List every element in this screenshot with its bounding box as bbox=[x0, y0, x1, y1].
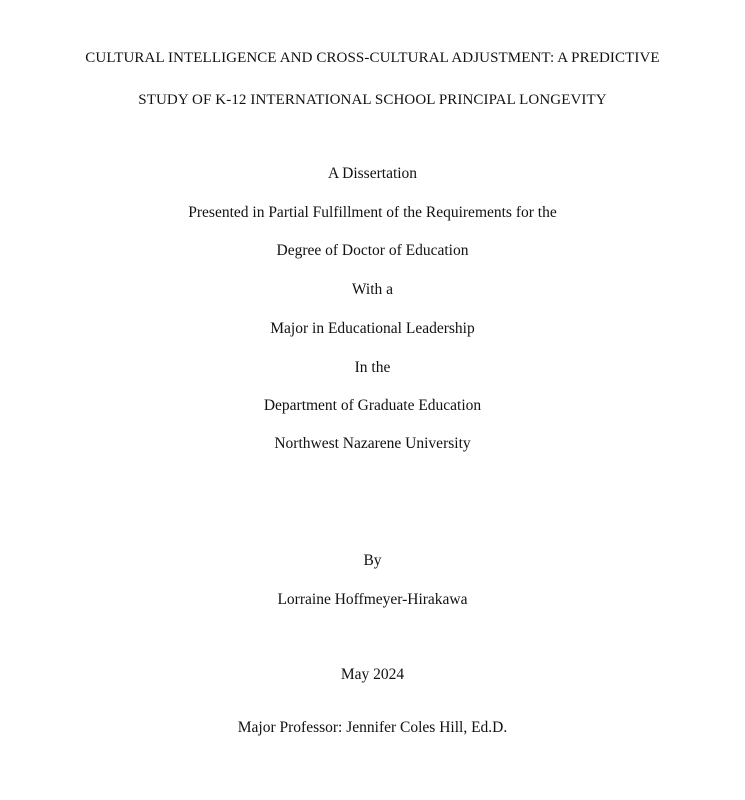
university-name: Northwest Nazarene University bbox=[274, 435, 471, 452]
fulfillment-statement: Presented in Partial Fulfillment of the Requirements for the bbox=[188, 204, 557, 221]
department-name: Department of Graduate Education bbox=[263, 397, 482, 414]
major-professor: Major Professor: Jennifer Coles Hill, Ed.D. bbox=[237, 719, 508, 736]
dissertation-title-line-2: STUDY OF K-12 INTERNATIONAL SCHOOL PRINCIPAL LONGEVITY bbox=[138, 92, 607, 108]
in-the-text: In the bbox=[354, 359, 391, 376]
dissertation-title-line-1: CULTURAL INTELLIGENCE AND CROSS-CULTURAL ADJUSTMENT: A PREDICTIVE bbox=[85, 50, 660, 66]
submission-date: May 2024 bbox=[340, 666, 405, 683]
degree-name: Degree of Doctor of Education bbox=[276, 242, 469, 259]
document-type: A Dissertation bbox=[327, 165, 418, 182]
by-text: By bbox=[363, 552, 382, 569]
major-name: Major in Educational Leadership bbox=[270, 320, 475, 337]
author-name: Lorraine Hoffmeyer-Hirakawa bbox=[277, 591, 468, 608]
with-a-text: With a bbox=[351, 281, 394, 298]
